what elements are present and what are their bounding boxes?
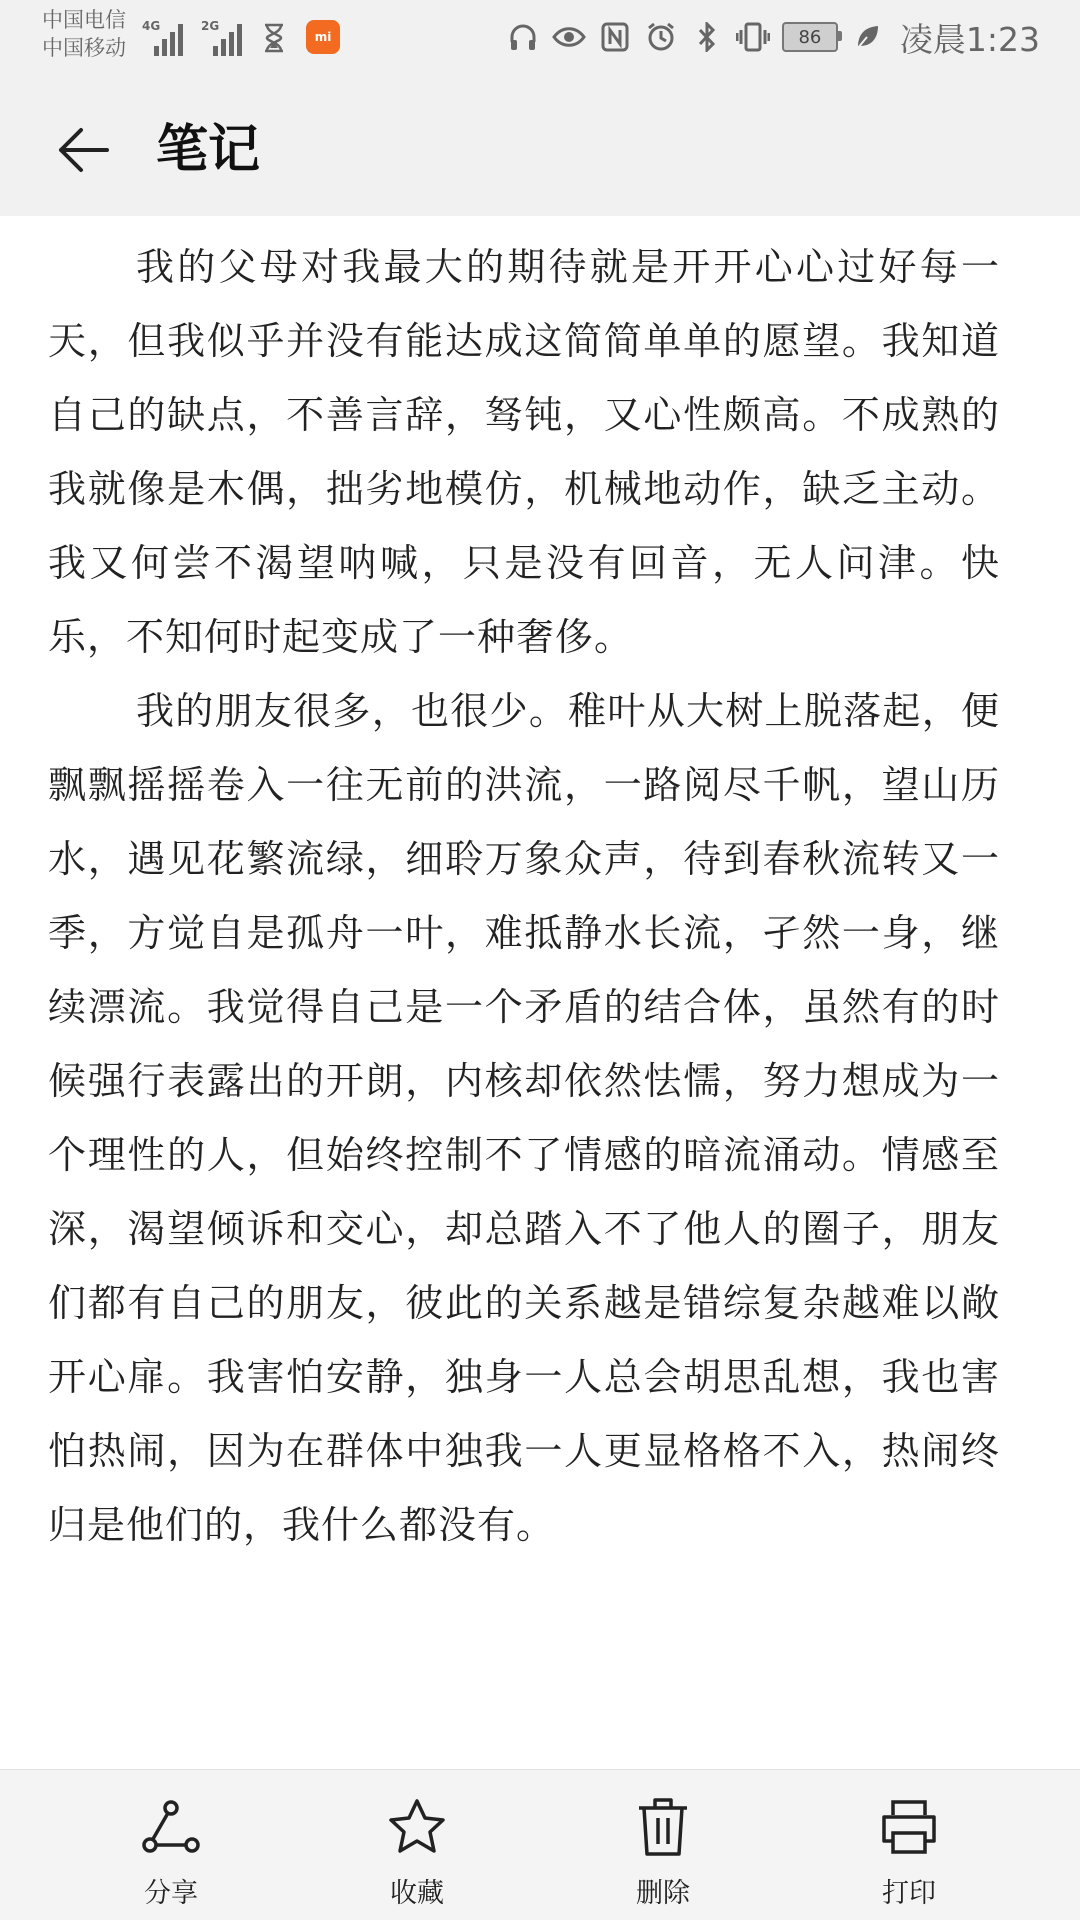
- status-right-icons: [506, 14, 1040, 60]
- nfc-icon: [598, 20, 632, 54]
- headphones-icon: [506, 20, 540, 54]
- favorite-button[interactable]: [294, 1770, 540, 1920]
- vibrate-icon: [736, 20, 770, 54]
- arrow-left-icon: [57, 126, 109, 174]
- trash-icon: [631, 1795, 695, 1859]
- eye-comfort-icon: [552, 20, 586, 54]
- back-button[interactable]: [48, 115, 118, 185]
- battery-indicator: 86: [782, 22, 838, 52]
- page-title: 笔记: [156, 120, 261, 180]
- signal-2g: [201, 20, 242, 56]
- share-icon: [139, 1795, 203, 1859]
- network-4g-label: 4G: [142, 19, 161, 33]
- signal-indicators: [142, 16, 340, 56]
- network-2g-label: 2G: [201, 19, 220, 33]
- mi-app-icon: mi: [306, 20, 340, 54]
- bottom-toolbar: [0, 1769, 1080, 1920]
- bluetooth-icon: [690, 20, 724, 54]
- hourglass-icon: [260, 20, 288, 56]
- leaf-icon: [850, 20, 884, 54]
- carrier-1-label: 中国电信: [42, 8, 126, 32]
- clock-time: 凌晨1:23: [899, 19, 1040, 59]
- printer-icon: [877, 1795, 941, 1859]
- signal-4g: [142, 20, 183, 56]
- star-icon: [385, 1795, 449, 1859]
- carrier-2-label: 中国移动: [42, 36, 126, 60]
- alarm-icon: [644, 20, 678, 54]
- note-paragraph: 我的父母对我最大的期待就是开开心心过好每一天，但我似乎并没有能达成这简简单单的愿望。我知道自己的缺点，不善言辞，驽钝，又心性颇高。不成熟的我就像是木偶，拙劣地模仿，机械地动作，缺乏主动。我又何尝不渴望呐喊，只是没有回音，无人问津。快乐，不知何时起变成了一种奢侈。: [48, 245, 1000, 659]
- delete-button[interactable]: [540, 1770, 786, 1920]
- delete-label: 删除: [636, 1878, 690, 1909]
- note-paragraph: 我的朋友很多，也很少。稚叶从大树上脱落起，便飘飘摇摇卷入一往无前的洪流，一路阅尽千帆，望山历水，遇见花繁流绿，细聆万象众声，待到春秋流转又一季，方觉自是孤舟一叶，难抵静水长流，孑然一身，继续漂流。我觉得自己是一个矛盾的结合体，虽然有的时候强行表露出的开朗，内核却依然怯懦，努力想成为一个理性的人，但始终控制不了情感的暗流涌动。情感至深，渴望倾诉和交心，却总踏入不了他人的圈子，朋友们都有自己的朋友，彼此的关系越是错综复杂越难以敞开心扉。我害怕安静，独身一人总会胡思乱想，我也害怕热闹，因为在群体中独我一人更显格格不入，热闹终归是他们的，我什么都没有。: [48, 689, 1000, 1547]
- share-label: 分享: [144, 1878, 198, 1909]
- print-button[interactable]: [786, 1770, 1032, 1920]
- favorite-label: 收藏: [390, 1878, 444, 1909]
- print-label: 打印: [882, 1878, 936, 1909]
- carrier-info: [42, 6, 126, 62]
- app-header: [0, 75, 1080, 216]
- note-content[interactable]: [48, 230, 1000, 1768]
- share-button[interactable]: [48, 1770, 294, 1920]
- status-bar: [0, 0, 1080, 75]
